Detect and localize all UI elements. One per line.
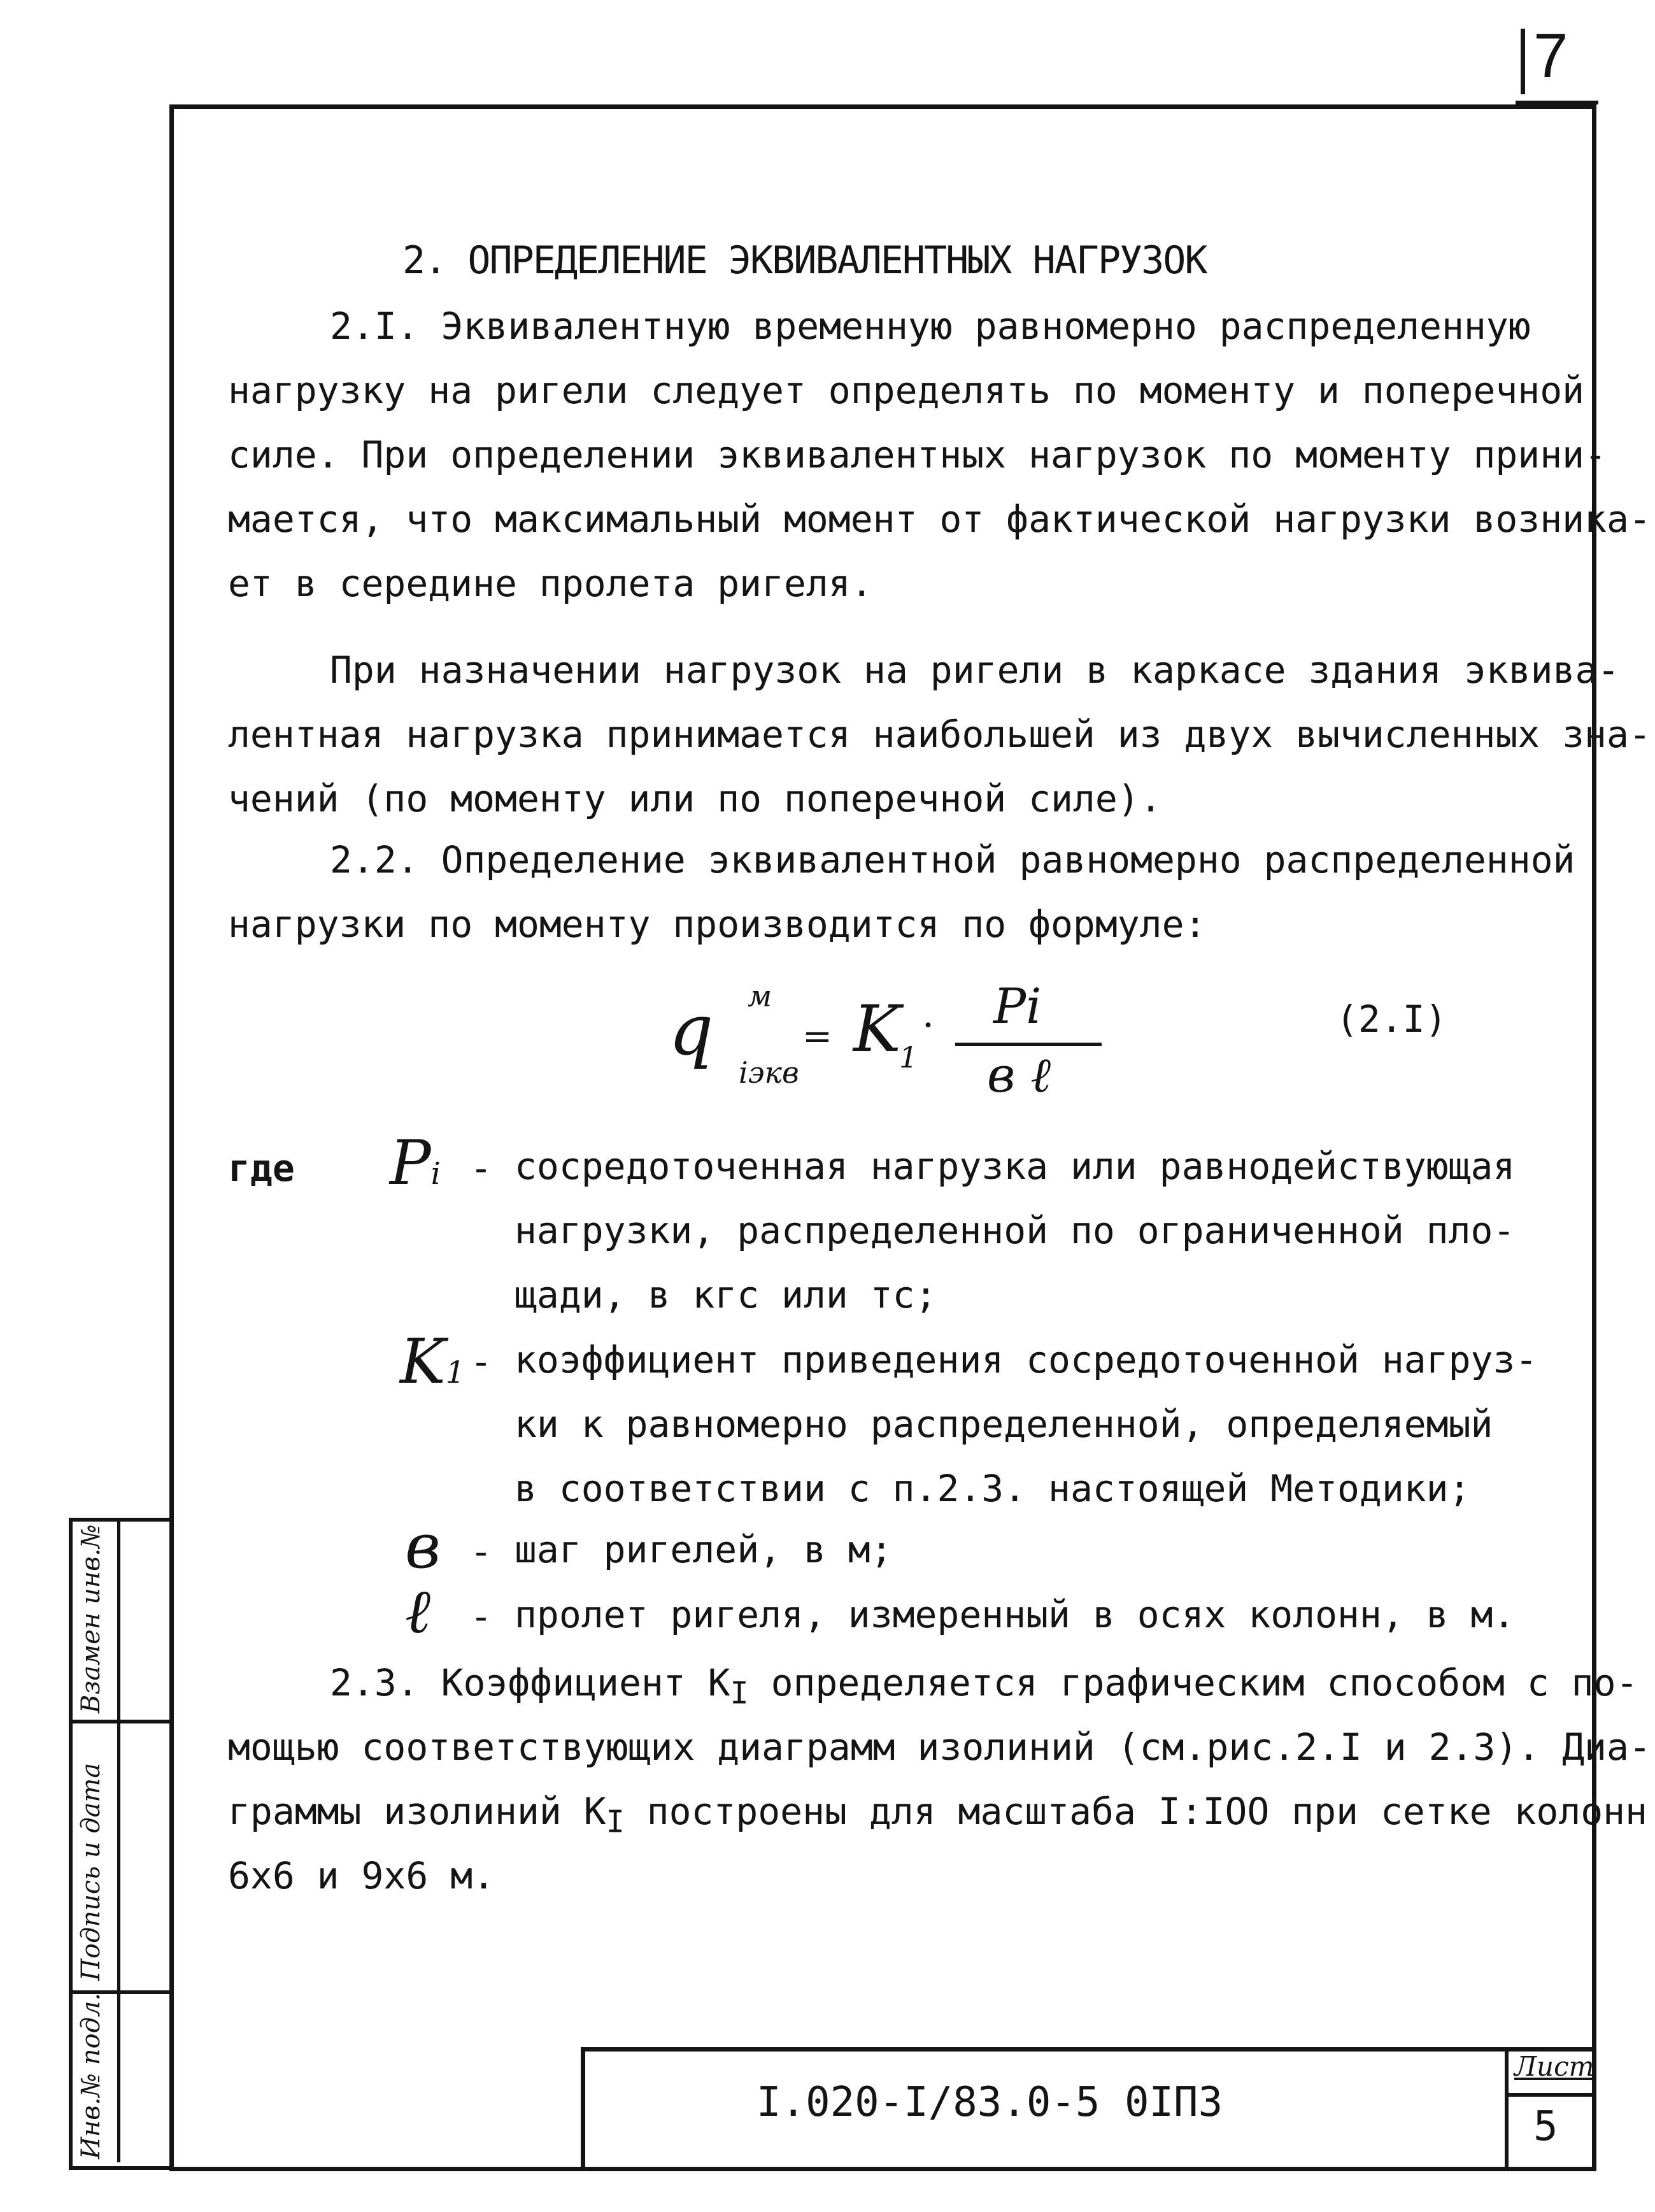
text-line: коэффициент приведения сосредоточенной нагруз- <box>515 1338 1538 1381</box>
symbol-k1 <box>400 1326 465 1397</box>
paragraph-2-3 <box>228 1651 1651 1908</box>
definition-pi <box>515 1134 1515 1327</box>
text-segment: граммы изолиний К <box>228 1790 606 1833</box>
frame-top-extension <box>1516 101 1598 104</box>
subscript: I <box>606 1804 625 1840</box>
formula-equals: = <box>802 1016 832 1057</box>
side-field-original: Инв.№ подл. <box>76 1992 106 2159</box>
text-line: нагрузки, распределенной по ограниченной пло- <box>515 1209 1516 1252</box>
definition-dash: - <box>470 1595 492 1638</box>
text-line: При назначении нагрузок на ригели в каркасе здания эквива- <box>330 648 1620 692</box>
text-line: ет в середине пролета ригеля. <box>228 562 873 605</box>
text-line: нагрузки по моменту производится по формуле: <box>228 903 1207 946</box>
text-line: пролет ригеля, измеренный в осях колонн, в м. <box>515 1593 1516 1636</box>
symbol-subscript: 1 <box>445 1355 465 1390</box>
symbol-pi <box>390 1127 441 1199</box>
text-segment: построены для масштаба I:IOO при сетке колонн <box>624 1790 1648 1833</box>
definition-b <box>515 1517 893 1581</box>
symbol-l: ℓ <box>405 1576 430 1647</box>
definition-dash: - <box>470 1530 492 1573</box>
formula-2-1 <box>669 978 1114 1105</box>
text-line: чений (по моменту или по поперечной силе). <box>228 777 1162 820</box>
where-label: где <box>228 1146 295 1190</box>
page-number-bar <box>1521 29 1525 94</box>
document-code: I.020-I/83.0-5 0IПЗ <box>756 2079 1223 2126</box>
definition-dash: - <box>470 1146 492 1190</box>
formula-dot: · <box>922 1003 935 1048</box>
text-line: щади, в кгс или тс; <box>515 1273 937 1316</box>
formula-superscript: м <box>748 979 772 1013</box>
formula-k-subscript: 1 <box>899 1040 918 1074</box>
sheet-number: 5 <box>1533 2103 1558 2150</box>
side-stamp-line <box>69 1720 169 1723</box>
definition-k1 <box>515 1327 1537 1520</box>
text-line: ки к равномерно распределенной, определяемый <box>515 1402 1493 1446</box>
symbol-b: в <box>405 1511 441 1582</box>
text-line: мощью соответствующих диаграмм изолиний (см.рис.2.I и 2.3). Диа- <box>228 1725 1651 1769</box>
text-line: шаг ригелей, в м; <box>515 1528 893 1571</box>
paragraph-2-2 <box>228 828 1575 957</box>
text-line: мается, что максимальный момент от фактической нагрузки возника- <box>228 497 1651 541</box>
text-segment: 2.3. Коэффициент К <box>330 1661 730 1704</box>
text-segment: определяется графическим способом с по- <box>748 1661 1638 1704</box>
text-line: 2.2. Определение эквивалентной равномерно распределенной <box>330 838 1575 881</box>
subscript: I <box>730 1675 749 1711</box>
text-line: в соответствии с п.2.3. настоящей Методики; <box>515 1467 1471 1510</box>
paragraph-2-1 <box>228 294 1651 616</box>
text-line: нагрузку на ригели следует определять по моменту и поперечной <box>228 369 1585 412</box>
definition-l <box>515 1582 1515 1646</box>
title-block-divider <box>1505 2093 1592 2097</box>
text-line: сосредоточенная нагрузка или равнодействующая <box>515 1145 1516 1188</box>
formula-subscript: iэкв <box>739 1055 799 1090</box>
title-block-divider <box>1505 2047 1509 2167</box>
paragraph-2-1b <box>228 638 1651 831</box>
formula-label: (2.I) <box>1336 997 1447 1041</box>
side-field-signature: Подпись и дата <box>76 1762 106 1981</box>
formula-numerator: Pi <box>993 978 1042 1034</box>
text-line: лентная нагрузка принимается наибольшей из двух вычисленных зна- <box>228 713 1651 756</box>
symbol-letter: K <box>400 1326 446 1397</box>
formula-q: q <box>669 989 714 1071</box>
symbol-letter: P <box>390 1127 431 1199</box>
definition-dash: - <box>470 1340 492 1383</box>
section-heading: 2. ОПРЕДЕЛЕНИЕ ЭКВИВАЛЕНТНЫХ НАГРУЗОК <box>402 238 1207 283</box>
text-line <box>228 1780 1648 1844</box>
text-line <box>228 1651 1638 1715</box>
page-number: 7 <box>1533 20 1568 90</box>
text-line: 2.I. Эквивалентную временную равномерно распределенную <box>330 304 1531 348</box>
symbol-subscript: i <box>430 1156 441 1192</box>
formula-denominator: в ℓ <box>987 1046 1051 1103</box>
fraction-bar <box>955 1043 1102 1046</box>
sheet-label: Лист <box>1514 2051 1595 2082</box>
side-field-replacement: Взамен инв.№ <box>76 1524 106 1713</box>
side-stamp-divider <box>117 1518 120 2162</box>
text-line: силе. При определении эквивалентных нагрузок по моменту прини- <box>228 433 1607 476</box>
text-line: 6x6 и 9x6 м. <box>228 1854 495 1897</box>
formula-k: K <box>853 992 901 1066</box>
